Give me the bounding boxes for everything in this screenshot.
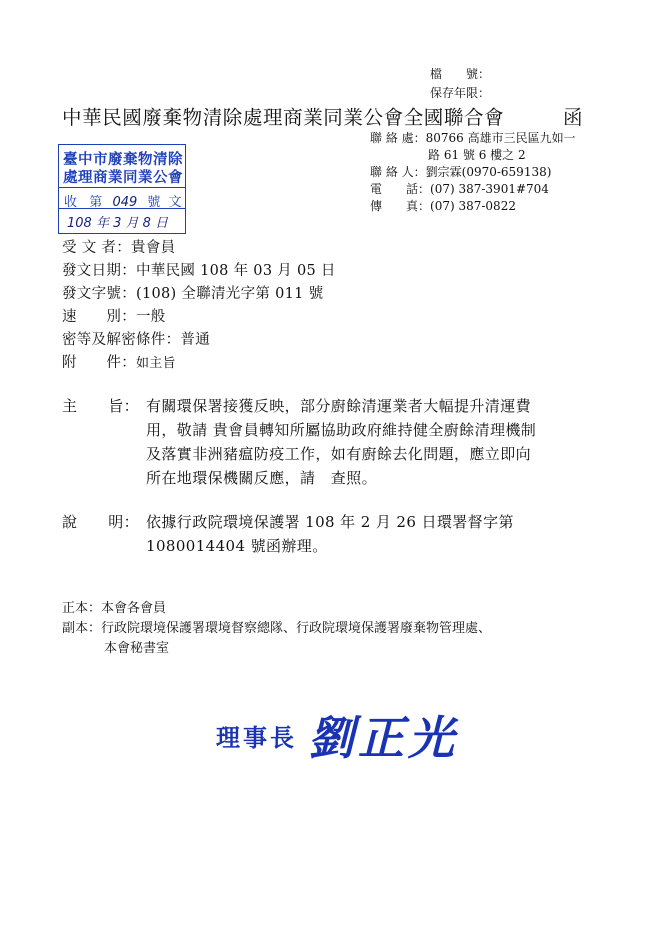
attachment-row (62, 353, 176, 374)
explanation-line-1: 依據行政院環境保護署 108 年 2 月 26 日環署督字第 (146, 513, 514, 531)
stamp-receive-suffix: 號 (147, 195, 161, 210)
recipient-row: 受 文 者：貴會員 (62, 240, 176, 256)
copy-label: 副本： (62, 621, 102, 636)
fax-value: (07) 387-0822 (430, 199, 516, 213)
attachment-label: 附 件： (62, 355, 136, 371)
original-recipients: 正本：本會各會員 (62, 601, 167, 616)
stamp-org-line1: 臺中市廢棄物清除 (63, 151, 183, 168)
person-label: 聯 絡 人： (370, 165, 426, 179)
contact-address-line2: 路 61 號 6 樓之 2 (428, 148, 526, 162)
contact-address (370, 130, 576, 146)
person-value: 劉宗霖(0970-659138) (425, 165, 552, 179)
stamp-divider-2 (59, 208, 185, 209)
subject-label: 主 旨： (62, 397, 140, 415)
subject-line-4: 所在地環保機關反應，請 查照。 (146, 469, 378, 487)
subject-line-3: 及落實非洲豬瘟防疫工作，如有廚餘去化問題，應立即向 (146, 445, 532, 463)
phone-value: (07) 387-3901#704 (430, 182, 549, 196)
stamp-receive-number: 049 (112, 195, 138, 210)
explanation-line-2: 1080014404 號函辦理。 (146, 537, 328, 555)
file-number-row (430, 67, 490, 81)
signature-title: 理事長 (216, 723, 297, 752)
org-title: 中華民國廢棄物清除處理商業同業公會全國聯合會 (62, 106, 505, 129)
copy-recipients (62, 620, 491, 638)
date-row: 發文日期：中華民國 108 年 03 月 05 日 (62, 263, 336, 279)
stamp-date-handwritten: 108 年 3 月 8 日 (67, 216, 169, 231)
subject-line-2: 用，敬請 貴會員轉知所屬協助政府維持健全廚餘清理機制 (146, 421, 537, 439)
fax-label: 傳 真： (370, 199, 431, 213)
receipt-stamp (58, 144, 186, 234)
attachment-value: 如主旨 (136, 356, 176, 371)
retention-label: 保存年限： (430, 86, 491, 100)
retention-row (430, 86, 490, 100)
secrecy-row: 密等及解密條件：普通 (62, 332, 210, 348)
stamp-divider-1 (59, 187, 185, 188)
copy-line-1: 行政院環境保護署環境督察總隊、行政院環境保護署廢棄物管理處、 (101, 621, 492, 636)
ref-row: 發文字號：(108) 全聯清光字第 011 號 (62, 286, 324, 302)
address-label: 聯 絡 處： (370, 131, 426, 145)
doc-type: 函 (563, 106, 583, 129)
explanation-label: 說 明： (62, 513, 140, 531)
address-line1: 80766 高雄市三民區九如一 (425, 131, 576, 145)
contact-fax (370, 198, 516, 214)
subject-line-1: 有關環保署接獲反映，部分廚餘清運業者大幅提升清運費 (146, 397, 532, 415)
contact-phone (370, 181, 549, 197)
stamp-org-line2: 處理商業同業公會 (63, 169, 183, 186)
phone-label: 電 話： (370, 182, 431, 196)
stamp-receive-prefix: 收 (64, 195, 78, 210)
signature-name: 劉正光 (308, 711, 458, 765)
stamp-receive-mid: 第 (89, 195, 103, 210)
copy-line-2: 本會秘書室 (104, 641, 170, 656)
speed-row: 速 別：一般 (62, 309, 166, 325)
file-number-label: 檔 號： (430, 67, 491, 81)
stamp-receive-end: 文 (168, 195, 182, 210)
contact-person (370, 164, 551, 180)
